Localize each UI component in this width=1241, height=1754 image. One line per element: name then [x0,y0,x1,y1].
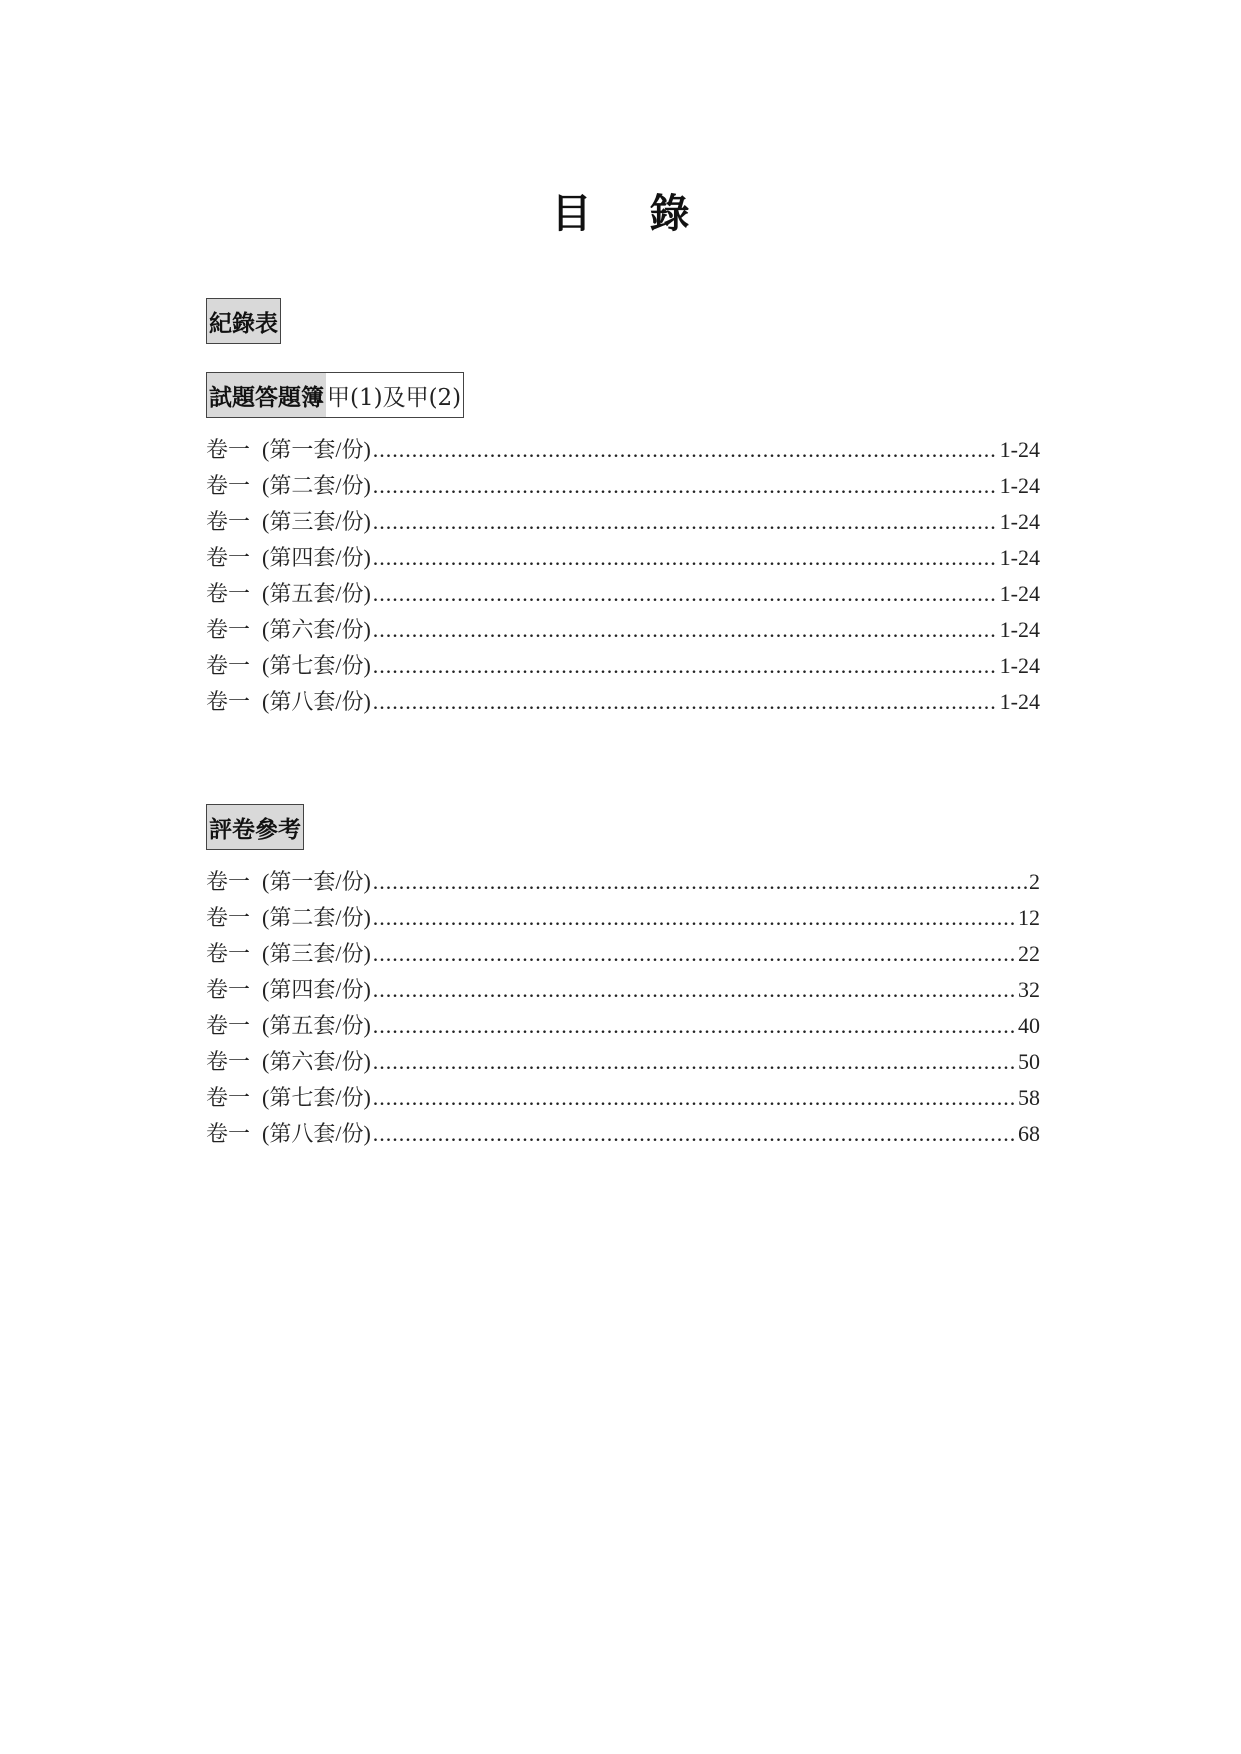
toc-entry [206,612,1040,648]
toc-entry-page: 58 [1018,1085,1040,1110]
toc-entry-volume: 卷一 [206,1121,251,1146]
toc-entry-volume: 卷一 [206,653,251,678]
toc-entry-set: (第六套/份) [262,617,371,642]
toc-entry-leader [373,864,1027,900]
section-heading-booklet-label: 試題答題簿 [207,373,326,417]
toc-entry-leader [373,432,998,468]
toc-entry [206,1008,1040,1044]
toc-entry-set: (第八套/份) [262,1121,371,1146]
toc-entry-page: 12 [1018,905,1040,930]
toc-entry-volume: 卷一 [206,581,251,606]
toc-entry-leader [373,972,1016,1008]
section-heading-records [206,298,281,344]
toc-entry-set: (第四套/份) [262,977,371,1002]
toc-list-marking [206,864,1040,1152]
toc-entry-set: (第七套/份) [262,1085,371,1110]
toc-entry-set: (第二套/份) [262,473,371,498]
toc-entry [206,1044,1040,1080]
toc-entry-page: 1-24 [999,689,1040,714]
section-heading-booklet-suffix: 甲(1)及甲(2) [327,384,462,411]
toc-entry-page: 1-24 [999,473,1040,498]
toc-entry [206,936,1040,972]
toc-entry [206,900,1040,936]
toc-entry-page: 1-24 [999,653,1040,678]
toc-entry-volume: 卷一 [206,1013,251,1038]
toc-entry-leader [373,684,998,720]
toc-entry-page: 1-24 [999,509,1040,534]
toc-entry-page: 22 [1018,941,1040,966]
toc-entry-leader [373,1080,1016,1116]
toc-entry-set: (第五套/份) [262,581,371,606]
toc-entry-leader [373,1008,1016,1044]
toc-entry-page: 50 [1018,1049,1040,1074]
toc-entry-page: 1-24 [999,617,1040,642]
toc-entry-volume: 卷一 [206,509,251,534]
toc-entry-set: (第四套/份) [262,545,371,570]
toc-entry [206,504,1040,540]
toc-entry-page: 68 [1018,1121,1040,1146]
toc-entry [206,540,1040,576]
toc-entry-page: 1-24 [999,545,1040,570]
toc-entry [206,576,1040,612]
toc-entry-volume: 卷一 [206,1049,251,1074]
toc-entry-page: 40 [1018,1013,1040,1038]
page-title: 目 錄 [551,191,712,237]
toc-entry-volume: 卷一 [206,941,251,966]
toc-entry-leader [373,504,998,540]
toc-entry-set: (第八套/份) [262,689,371,714]
toc-entry-leader [373,612,998,648]
toc-list-booklet [206,432,1040,720]
toc-entry-volume: 卷一 [206,545,251,570]
section-heading-records-label: 紀錄表 [207,299,280,343]
toc-entry-leader [373,648,998,684]
toc-entry-page: 1-24 [999,437,1040,462]
toc-entry-leader [373,936,1016,972]
toc-entry-volume: 卷一 [206,617,251,642]
toc-entry-set: (第六套/份) [262,1049,371,1074]
toc-entry-volume: 卷一 [206,977,251,1002]
toc-entry [206,432,1040,468]
section-heading-booklet [206,372,464,418]
toc-entry-volume: 卷一 [206,1085,251,1110]
toc-entry-page: 2 [1029,869,1040,894]
toc-entry-set: (第三套/份) [262,941,371,966]
toc-entry-set: (第五套/份) [262,1013,371,1038]
toc-entry [206,864,1040,900]
section-heading-marking-label: 評卷參考 [207,805,303,849]
toc-entry-page: 32 [1018,977,1040,1002]
toc-entry-leader [373,900,1016,936]
toc-entry-page: 1-24 [999,581,1040,606]
toc-entry-leader [373,468,998,504]
toc-entry [206,1080,1040,1116]
toc-entry-set: (第七套/份) [262,653,371,678]
toc-entry [206,648,1040,684]
toc-entry-volume: 卷一 [206,437,251,462]
toc-entry-set: (第一套/份) [262,869,371,894]
toc-entry-volume: 卷一 [206,689,251,714]
toc-entry [206,1116,1040,1152]
toc-entry-leader [373,540,998,576]
toc-entry-volume: 卷一 [206,905,251,930]
toc-entry-leader [373,1044,1016,1080]
toc-entry-volume: 卷一 [206,473,251,498]
toc-entry-set: (第三套/份) [262,509,371,534]
toc-entry [206,972,1040,1008]
toc-entry-set: (第一套/份) [262,437,371,462]
toc-entry [206,684,1040,720]
toc-entry-leader [373,576,998,612]
toc-entry [206,468,1040,504]
toc-entry-volume: 卷一 [206,869,251,894]
section-heading-marking [206,804,304,850]
toc-entry-set: (第二套/份) [262,905,371,930]
toc-entry-leader [373,1116,1016,1152]
